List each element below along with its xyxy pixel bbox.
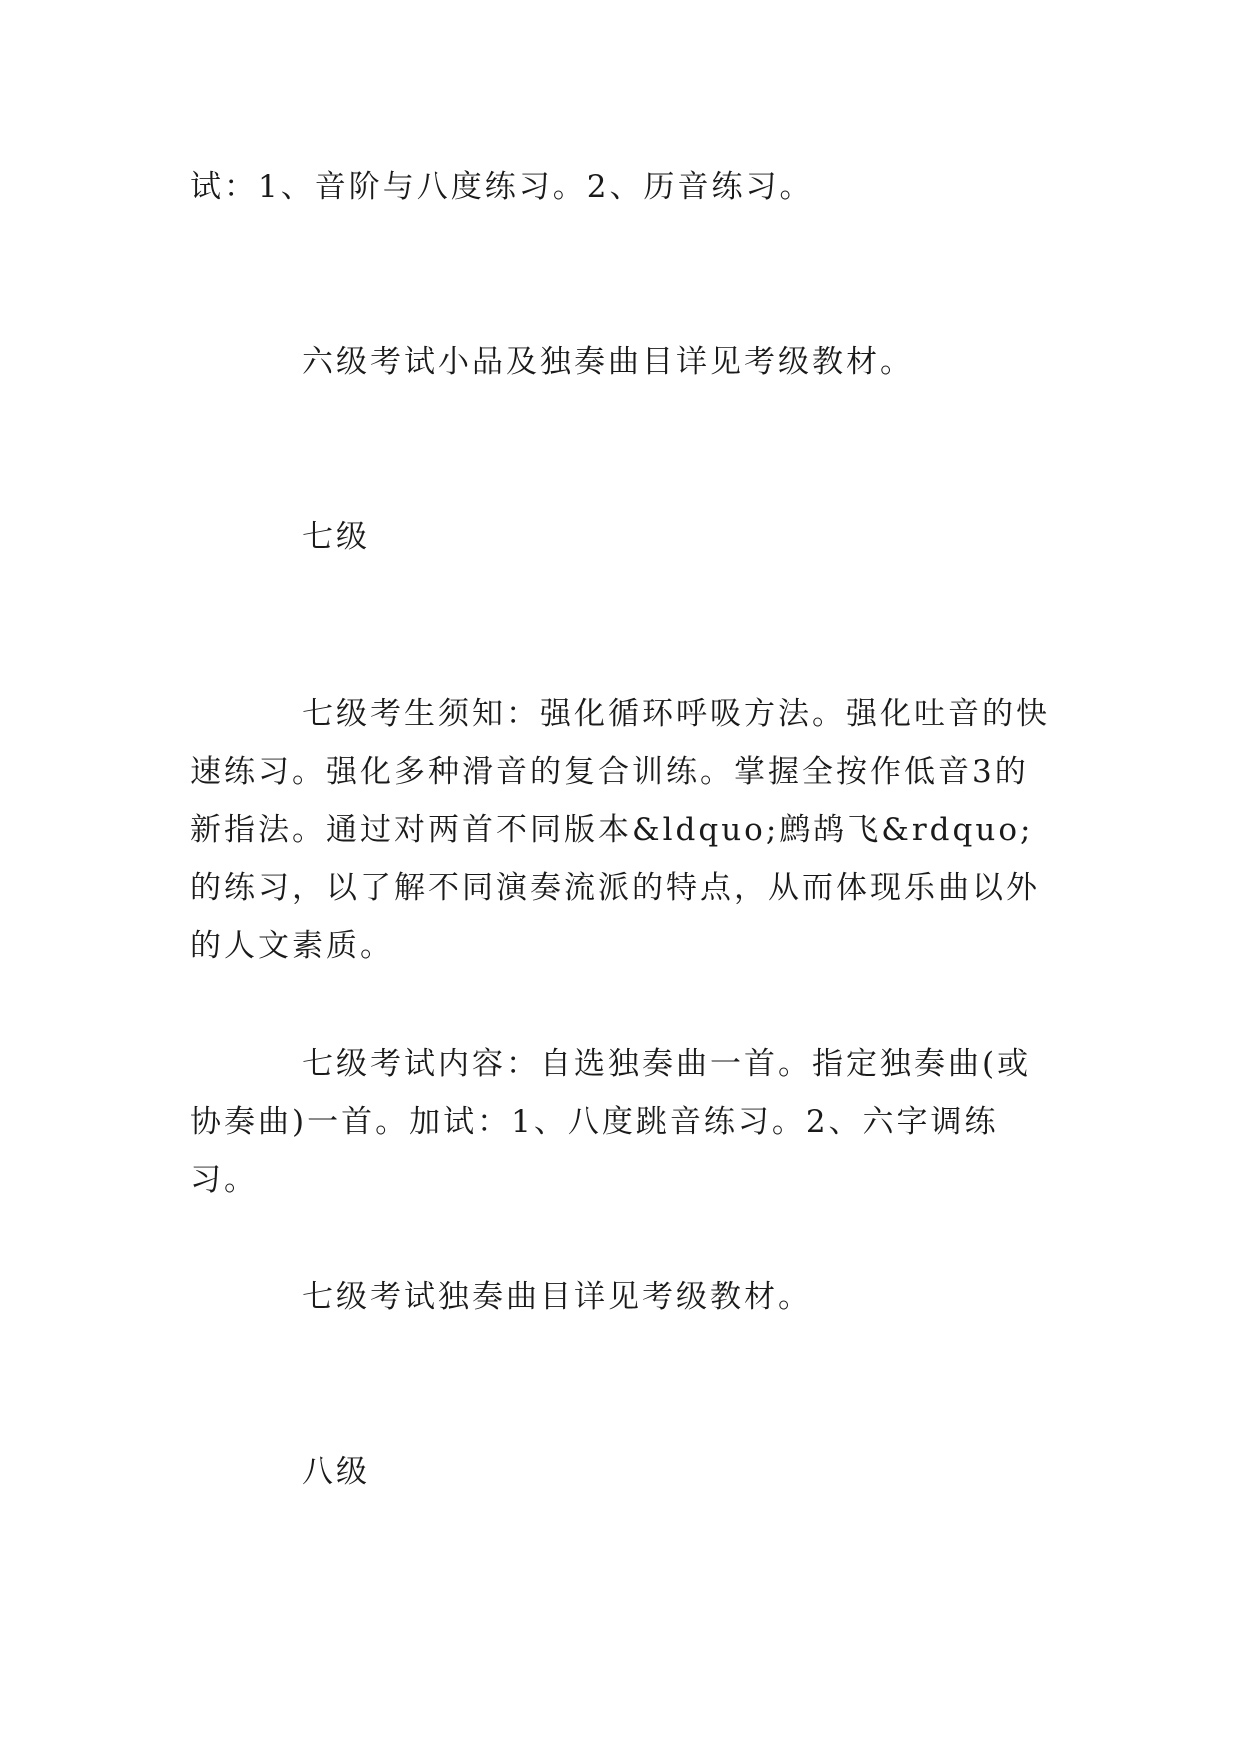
heading-level8: 八级 <box>302 1454 370 1490</box>
paragraph-level7-repertoire: 七级考试独奏曲目详见考级教材。 <box>302 1279 812 1315</box>
paragraph-exam-extra-tests-continued: 试：1、音阶与八度练习。2、历音练习。 <box>190 169 814 205</box>
heading-level7: 七级 <box>302 519 370 555</box>
paragraph-level6-repertoire: 六级考试小品及独奏曲目详见考级教材。 <box>302 344 914 380</box>
paragraph-level7-notes: 七级考生须知：强化循环呼吸方法。强化吐音的快速练习。强化多种滑音的复合训练。掌握全按作低音3的新指法。通过对两首不同版本&ldquo;鹧鸪飞&rdquo;的练习，以了解不同演奏流派的特点，从而体现乐曲以外的人文素质。 <box>190 696 1050 964</box>
paragraph-level7-exam-content: 七级考试内容：自选独奏曲一首。指定独奏曲(或协奏曲)一首。加试：1、八度跳音练习。2、六字调练习。 <box>190 1046 1032 1198</box>
